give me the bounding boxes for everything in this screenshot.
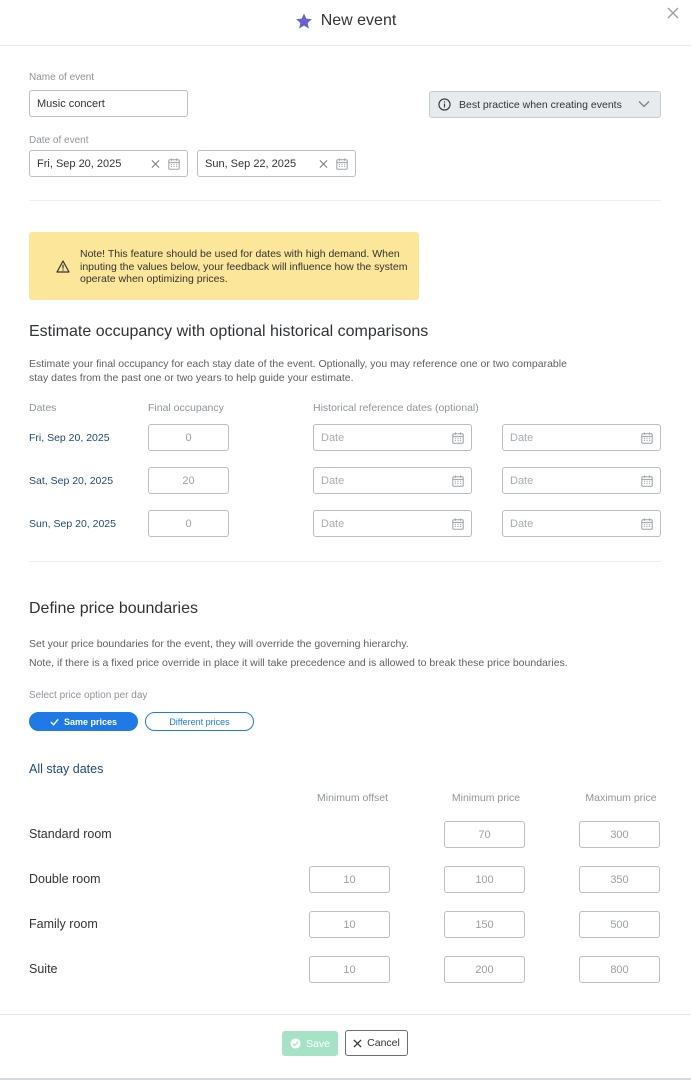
- all-stay-dates-heading: All stay dates: [29, 762, 104, 776]
- dialog-header: [0, 0, 691, 46]
- col-max-price: Maximum price: [585, 792, 657, 804]
- end-date-value: Sun, Sep 22, 2025: [205, 157, 297, 170]
- note-text: Note! This feature should be used for dates with high demand. When inputing the values below, your feedback will influence how the system operate when optimizing prices.: [80, 248, 408, 286]
- historical-date-input-2[interactable]: [502, 424, 661, 451]
- different-prices-toggle[interactable]: [145, 712, 254, 731]
- historical-date-input-2[interactable]: [502, 510, 661, 537]
- check-icon: [50, 718, 59, 726]
- close-icon[interactable]: [666, 6, 680, 20]
- col-min-offset: Minimum offset: [317, 792, 388, 804]
- room-name: Suite: [29, 962, 58, 976]
- col-dates: Dates: [29, 402, 57, 414]
- occupancy-description-1: Estimate your final occupancy for each stay date of the event. Optionally, you may reference one or two comparable: [29, 358, 567, 370]
- max-price-input[interactable]: [579, 821, 660, 848]
- occupancy-date: Sun, Sep 20, 2025: [29, 518, 116, 530]
- occupancy-input[interactable]: [148, 467, 229, 494]
- occupancy-date: Fri, Sep 20, 2025: [29, 432, 110, 444]
- warning-icon: [56, 260, 70, 273]
- section-divider: [29, 561, 661, 562]
- min-offset-value: 10: [343, 963, 356, 976]
- historical-date-input-1[interactable]: [313, 467, 472, 494]
- calendar-icon[interactable]: [336, 158, 348, 170]
- min-offset-input[interactable]: [309, 911, 390, 938]
- calendar-icon[interactable]: [168, 158, 180, 170]
- info-icon: [438, 98, 451, 111]
- clear-icon[interactable]: [151, 159, 160, 168]
- different-prices-label: Different prices: [169, 716, 230, 727]
- occupancy-value: 0: [185, 431, 192, 444]
- max-price-input[interactable]: [579, 866, 660, 893]
- col-min-price: Minimum price: [451, 792, 521, 804]
- min-offset-input[interactable]: [309, 866, 390, 893]
- event-name-value: Music concert: [37, 97, 105, 110]
- min-price-input[interactable]: [444, 866, 525, 893]
- note-banner: [29, 232, 419, 300]
- pricing-description-1: Set your price boundaries for the event, they will override the governing hierarchy.: [29, 638, 409, 650]
- col-final-occupancy: Final occupancy: [148, 402, 224, 414]
- date-placeholder: Date: [510, 431, 534, 444]
- occupancy-input[interactable]: [148, 424, 229, 451]
- min-offset-value: 10: [343, 918, 356, 931]
- section-divider: [29, 200, 661, 201]
- max-price-value: 800: [610, 963, 629, 976]
- date-placeholder: Date: [510, 474, 534, 487]
- clear-icon[interactable]: [319, 159, 328, 168]
- occupancy-heading: Estimate occupancy with optional historical comparisons: [29, 323, 429, 340]
- chevron-down-icon: [638, 100, 650, 108]
- min-offset-input[interactable]: [309, 956, 390, 983]
- star-icon: [295, 12, 313, 30]
- dialog-title: New event: [320, 11, 397, 29]
- date-placeholder: Date: [321, 474, 345, 487]
- min-offset-value: 10: [343, 873, 356, 886]
- pricing-description-2: Note, if there is a fixed price override in place it will take precedence and is allowed to break these price boundaries.: [29, 657, 568, 669]
- calendar-icon[interactable]: [641, 432, 653, 444]
- calendar-icon[interactable]: [452, 518, 464, 530]
- check-circle-icon: [290, 1038, 301, 1049]
- min-price-input[interactable]: [444, 956, 525, 983]
- min-price-input[interactable]: [444, 911, 525, 938]
- calendar-icon[interactable]: [452, 432, 464, 444]
- date-placeholder: Date: [321, 431, 345, 444]
- max-price-value: 300: [610, 828, 629, 841]
- best-practice-dropdown[interactable]: [429, 91, 661, 118]
- min-price-value: 70: [478, 828, 491, 841]
- historical-date-input-1[interactable]: [313, 424, 472, 451]
- calendar-icon[interactable]: [641, 518, 653, 530]
- occupancy-description-2: stay dates from the past one or two years to help guide your estimate.: [29, 372, 354, 384]
- date-placeholder: Date: [510, 517, 534, 530]
- best-practice-label: Best practice when creating events: [459, 98, 622, 111]
- room-name: Double room: [29, 872, 101, 886]
- min-price-value: 150: [475, 918, 494, 931]
- x-icon: [353, 1039, 362, 1048]
- event-name-label: Name of event: [29, 72, 95, 83]
- same-prices-label: Same prices: [63, 716, 118, 727]
- cancel-label: Cancel: [367, 1037, 400, 1049]
- max-price-value: 500: [610, 918, 629, 931]
- cancel-button[interactable]: [345, 1030, 408, 1056]
- occupancy-value: 0: [185, 517, 192, 530]
- max-price-input[interactable]: [579, 956, 660, 983]
- event-date-label: Date of event: [29, 135, 89, 146]
- calendar-icon[interactable]: [641, 475, 653, 487]
- save-label: Save: [306, 1037, 330, 1050]
- min-price-value: 100: [475, 873, 494, 886]
- save-button[interactable]: [282, 1031, 338, 1056]
- occupancy-input[interactable]: [148, 510, 229, 537]
- occupancy-date: Sat, Sep 20, 2025: [29, 475, 114, 487]
- same-prices-toggle[interactable]: [29, 712, 138, 731]
- col-historical: Historical reference dates (optional): [313, 402, 479, 414]
- date-placeholder: Date: [321, 517, 345, 530]
- event-name-input[interactable]: [29, 90, 188, 117]
- min-price-value: 200: [475, 963, 494, 976]
- room-name: Standard room: [29, 827, 112, 841]
- end-date-input[interactable]: [197, 150, 356, 177]
- start-date-value: Fri, Sep 20, 2025: [37, 157, 122, 170]
- max-price-input[interactable]: [579, 911, 660, 938]
- historical-date-input-1[interactable]: [313, 510, 472, 537]
- start-date-input[interactable]: [29, 150, 188, 177]
- occupancy-value: 20: [182, 474, 195, 487]
- calendar-icon[interactable]: [452, 475, 464, 487]
- pricing-heading: Define price boundaries: [29, 600, 198, 617]
- min-price-input[interactable]: [444, 821, 525, 848]
- historical-date-input-2[interactable]: [502, 467, 661, 494]
- price-option-label: Select price option per day: [29, 690, 148, 701]
- max-price-value: 350: [610, 873, 629, 886]
- room-name: Family room: [29, 917, 98, 931]
